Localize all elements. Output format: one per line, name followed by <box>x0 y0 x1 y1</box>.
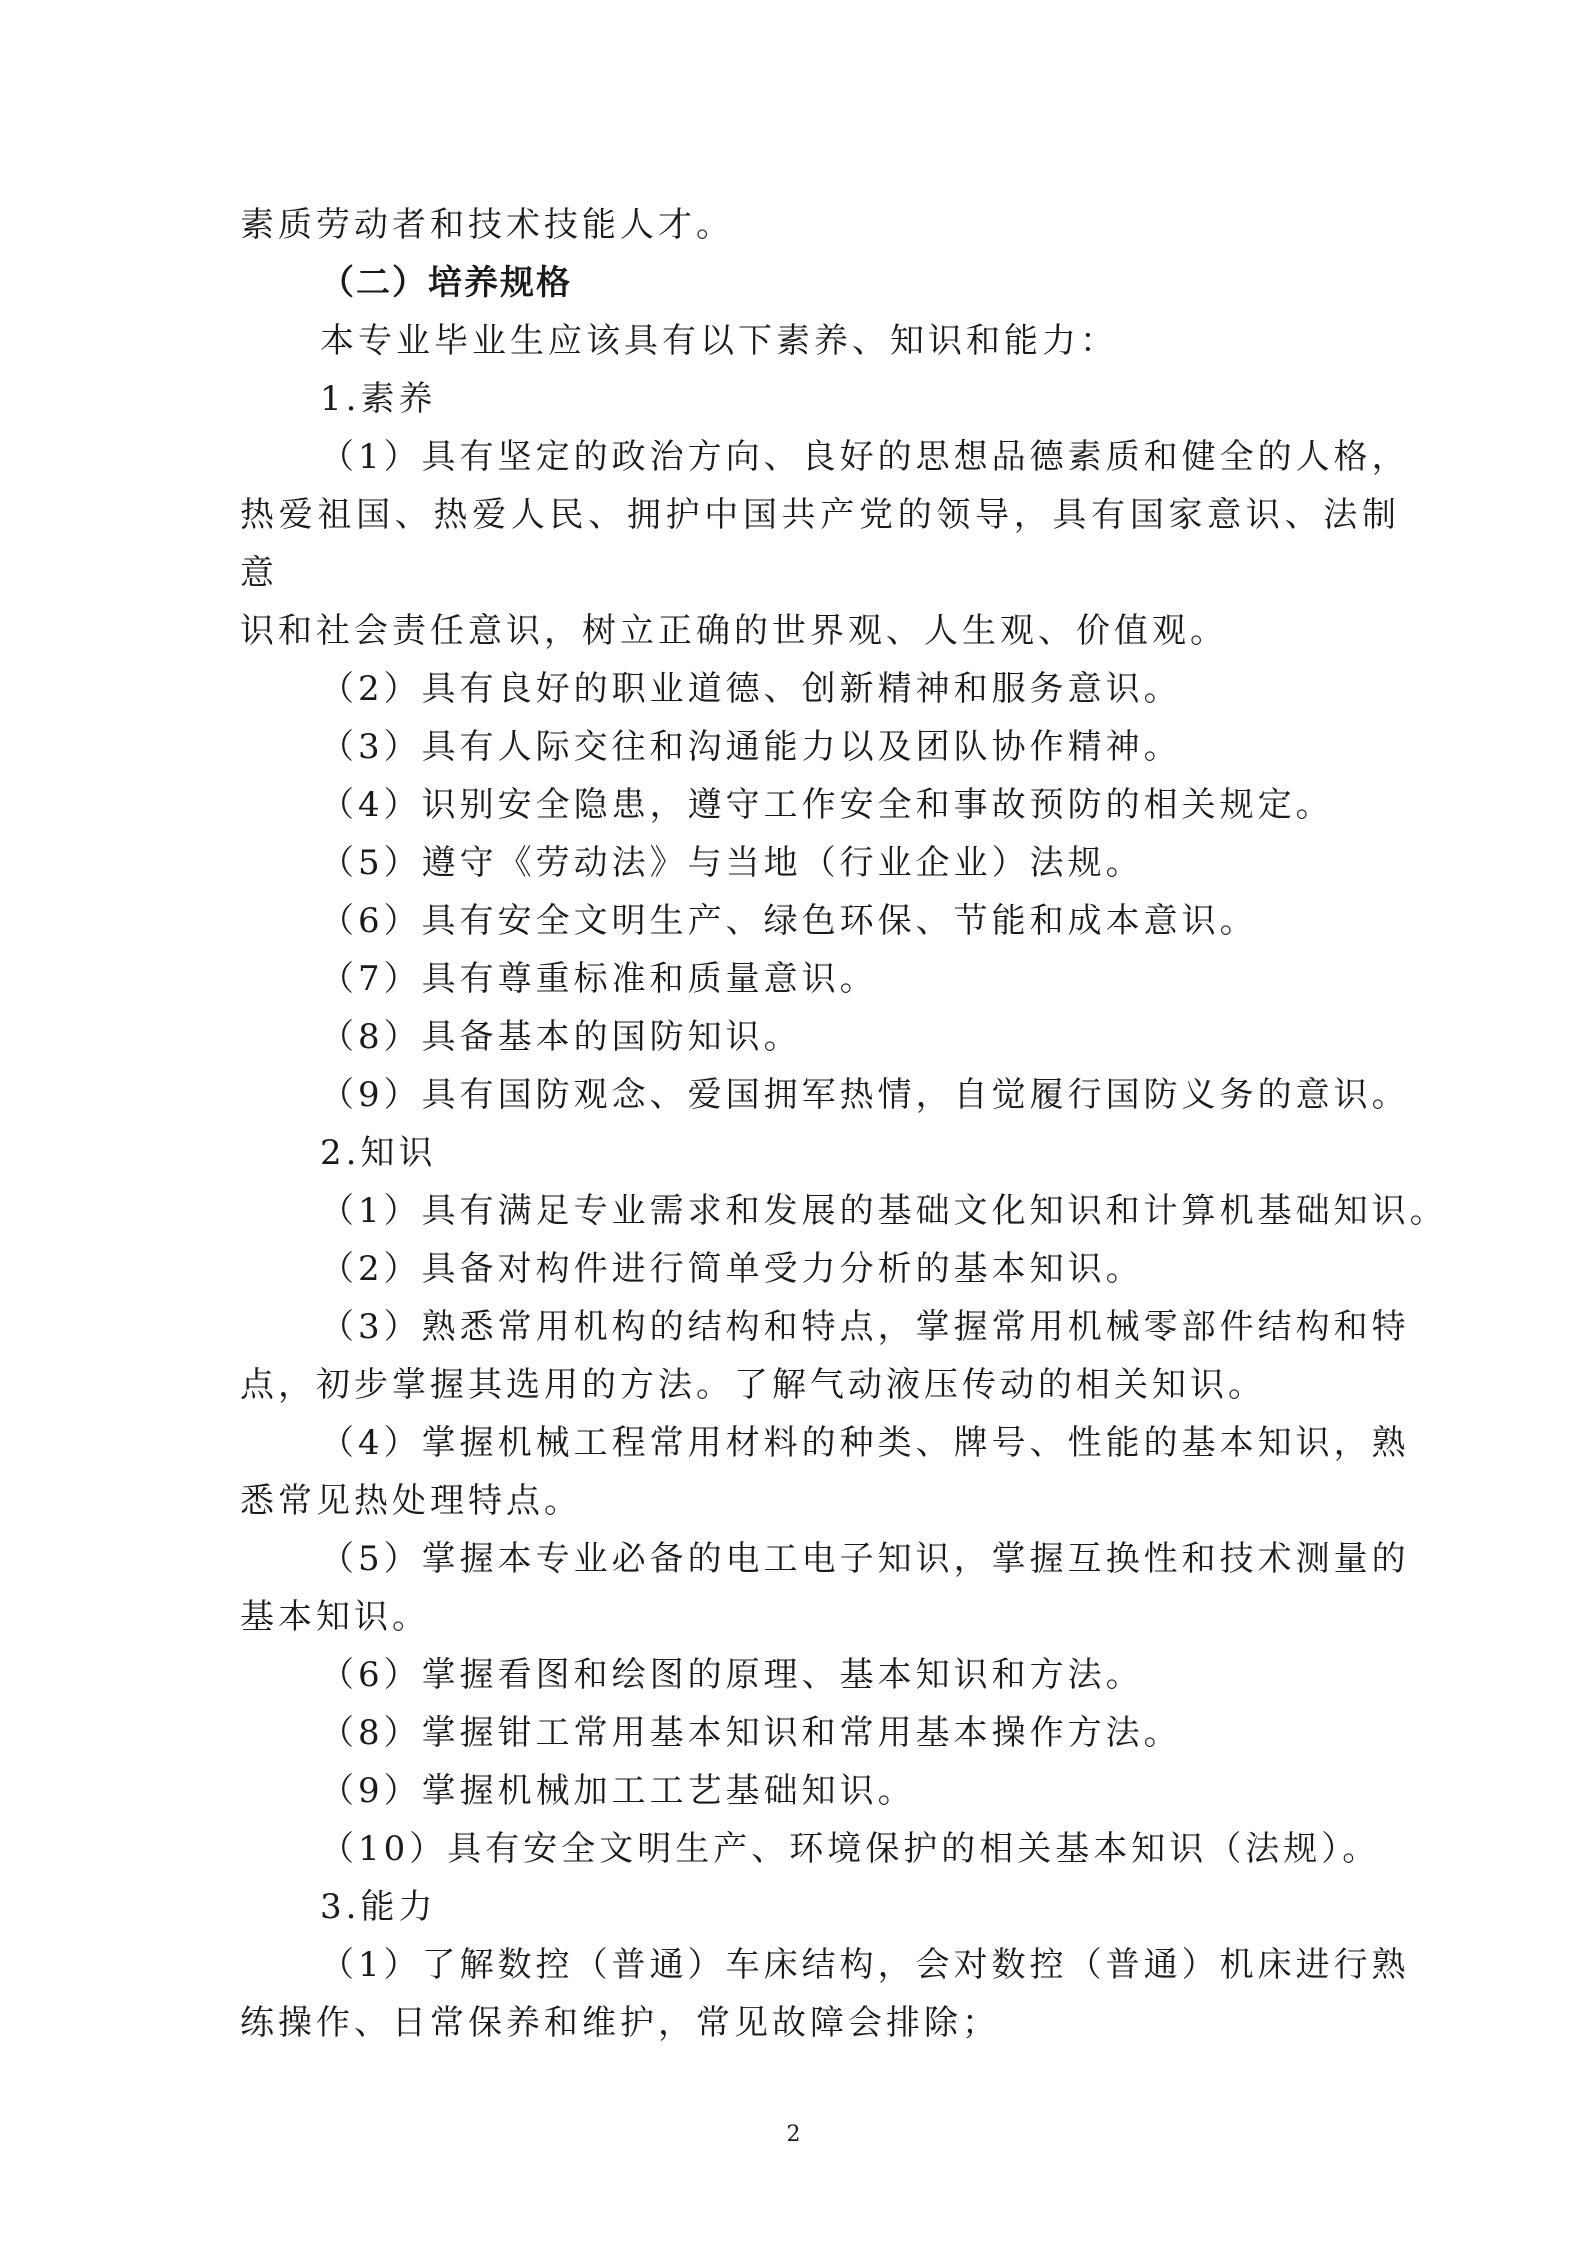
paragraph-line: 本专业毕业生应该具有以下素养、知识和能力： <box>320 321 1118 361</box>
list-item: （1）具有坚定的政治方向、良好的思想品德素质和健全的人格， <box>320 437 1410 477</box>
list-item: （8）掌握钳工常用基本知识和常用基本操作方法。 <box>320 1713 1182 1753</box>
list-item: （6）掌握看图和绘图的原理、基本知识和方法。 <box>320 1655 1144 1695</box>
list-item: （1）具有满足专业需求和发展的基础文化知识和计算机基础知识。 <box>320 1191 1448 1231</box>
list-item: （3）具有人际交往和沟通能力以及团队协作精神。 <box>320 727 1182 767</box>
subsection-title: 2.知识 <box>320 1133 437 1173</box>
paragraph-line: 悉常见热处理特点。 <box>240 1481 582 1521</box>
list-item: （3）熟悉常用机构的结构和特点，掌握常用机械零部件结构和特 <box>320 1307 1410 1347</box>
paragraph-line: 基本知识。 <box>240 1597 430 1637</box>
list-item: （5）遵守《劳动法》与当地（行业企业）法规。 <box>320 843 1144 883</box>
list-item: （9）具有国防观念、爱国拥军热情，自觉履行国防义务的意识。 <box>320 1075 1410 1115</box>
list-item: （6）具有安全文明生产、绿色环保、节能和成本意识。 <box>320 901 1258 941</box>
paragraph-line: 识和社会责任意识，树立正确的世界观、人生观、价值观。 <box>240 611 1228 651</box>
list-item: （9）掌握机械加工工艺基础知识。 <box>320 1771 916 1811</box>
list-item: （2）具有良好的职业道德、创新精神和服务意识。 <box>320 669 1182 709</box>
section-heading: （二）培养规格 <box>320 263 572 303</box>
subsection-title: 1.素养 <box>320 379 437 419</box>
paragraph-line: 点，初步掌握其选用的方法。了解气动液压传动的相关知识。 <box>240 1365 1266 1405</box>
page-number: 2 <box>786 2122 801 2147</box>
document-body <box>240 196 1448 2052</box>
list-item: （7）具有尊重标准和质量意识。 <box>320 959 878 999</box>
paragraph-line: 热爱祖国、热爱人民、拥护中国共产党的领导，具有国家意识、法制意 <box>240 495 1400 593</box>
paragraph-line: 素质劳动者和技术技能人才。 <box>240 205 734 245</box>
list-item: （1）了解数控（普通）车床结构，会对数控（普通）机床进行熟 <box>320 1945 1410 1985</box>
list-item: （5）掌握本专业必备的电工电子知识，掌握互换性和技术测量的 <box>320 1539 1410 1579</box>
list-item: （8）具备基本的国防知识。 <box>320 1017 802 1057</box>
list-item: （4）识别安全隐患，遵守工作安全和事故预防的相关规定。 <box>320 785 1334 825</box>
list-item: （4）掌握机械工程常用材料的种类、牌号、性能的基本知识，熟 <box>320 1423 1410 1463</box>
list-item: （2）具备对构件进行简单受力分析的基本知识。 <box>320 1249 1144 1289</box>
list-item: （10）具有安全文明生产、环境保护的相关基本知识（法规）。 <box>320 1829 1381 1869</box>
subsection-title: 3.能力 <box>320 1887 437 1927</box>
paragraph-line: 练操作、日常保养和维护，常见故障会排除； <box>240 2003 1000 2043</box>
